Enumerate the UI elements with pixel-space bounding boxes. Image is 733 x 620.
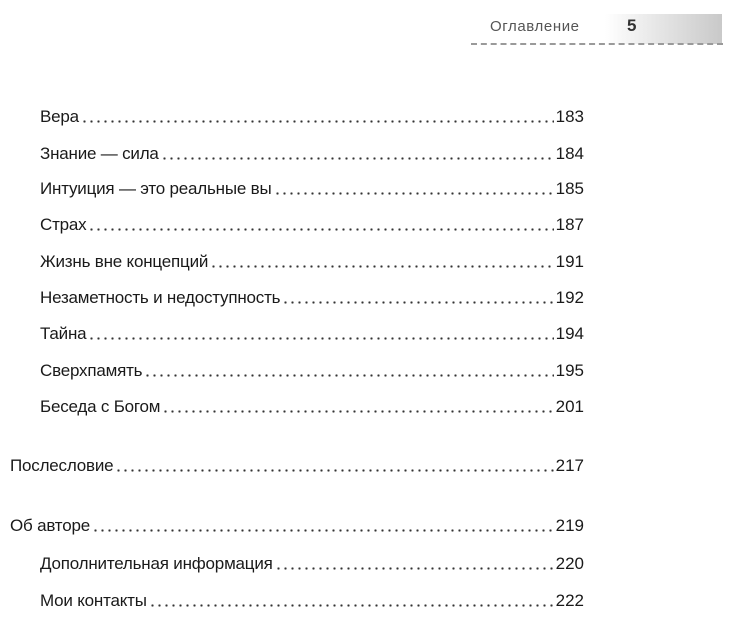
- toc-entry-title: Об авторе: [10, 516, 90, 535]
- dot-leader: [149, 604, 554, 607]
- toc-entry: [40, 360, 584, 382]
- toc-entry: [40, 214, 584, 236]
- dot-leader: [210, 265, 553, 268]
- toc-entry-title: Знание — сила: [40, 144, 159, 163]
- toc-entry-page: 187: [555, 215, 584, 234]
- toc-entry-page: 195: [555, 361, 584, 380]
- dot-leader: [92, 529, 554, 532]
- toc-entry-title: Интуиция — это реальные вы: [40, 179, 272, 198]
- toc-entry-title: Жизнь вне концепций: [40, 252, 209, 271]
- toc-entry: [10, 515, 584, 537]
- dot-leader: [81, 120, 554, 123]
- toc-entry: [40, 590, 584, 612]
- toc-entry-page: 217: [555, 456, 584, 475]
- toc-entry: [10, 455, 584, 477]
- toc-entry: [40, 323, 584, 345]
- dot-leader: [282, 301, 553, 304]
- toc-entry-page: 183: [555, 107, 584, 126]
- toc-entry-page: 220: [555, 554, 584, 573]
- toc-entry-title: Сверхпамять: [40, 361, 143, 380]
- toc-entry-title: Страх: [40, 215, 87, 234]
- toc-entry-page: 185: [555, 179, 584, 198]
- toc-entry-page: 191: [555, 252, 584, 271]
- toc-entry-title: Тайна: [40, 324, 87, 343]
- toc-entry: [40, 287, 584, 309]
- toc-entry-title: Дополнительная информация: [40, 554, 273, 573]
- dot-leader: [88, 228, 553, 231]
- dot-leader: [161, 157, 554, 160]
- toc-entry: [40, 143, 584, 165]
- toc-entry-page: 222: [555, 591, 584, 610]
- toc-entry-title: Послесловие: [10, 456, 114, 475]
- toc-entry-title: Незаметность и недоступность: [40, 288, 281, 307]
- toc-entry-title: Мои контакты: [40, 591, 147, 610]
- toc-entry: [40, 178, 584, 200]
- toc-entry-title: Вера: [40, 107, 79, 126]
- toc-entry-page: 192: [555, 288, 584, 307]
- toc-entry: [40, 251, 584, 273]
- dot-leader: [275, 567, 554, 570]
- dot-leader: [115, 469, 553, 472]
- header-section-title: Оглавление: [490, 18, 580, 35]
- header-page-number: 5: [627, 16, 637, 35]
- toc-entry-page: 201: [555, 397, 584, 416]
- toc-entry: [40, 106, 584, 128]
- dot-leader: [162, 410, 553, 413]
- dot-leader: [88, 337, 553, 340]
- toc-entry-page: 184: [555, 144, 584, 163]
- toc-entry-page: 194: [555, 324, 584, 343]
- toc-entry-title: Беседа с Богом: [40, 397, 161, 416]
- dot-leader: [144, 374, 553, 377]
- toc-entry-page: 219: [555, 516, 584, 535]
- toc-entry: [40, 396, 584, 418]
- dot-leader: [274, 192, 554, 195]
- toc-entry: [40, 553, 584, 575]
